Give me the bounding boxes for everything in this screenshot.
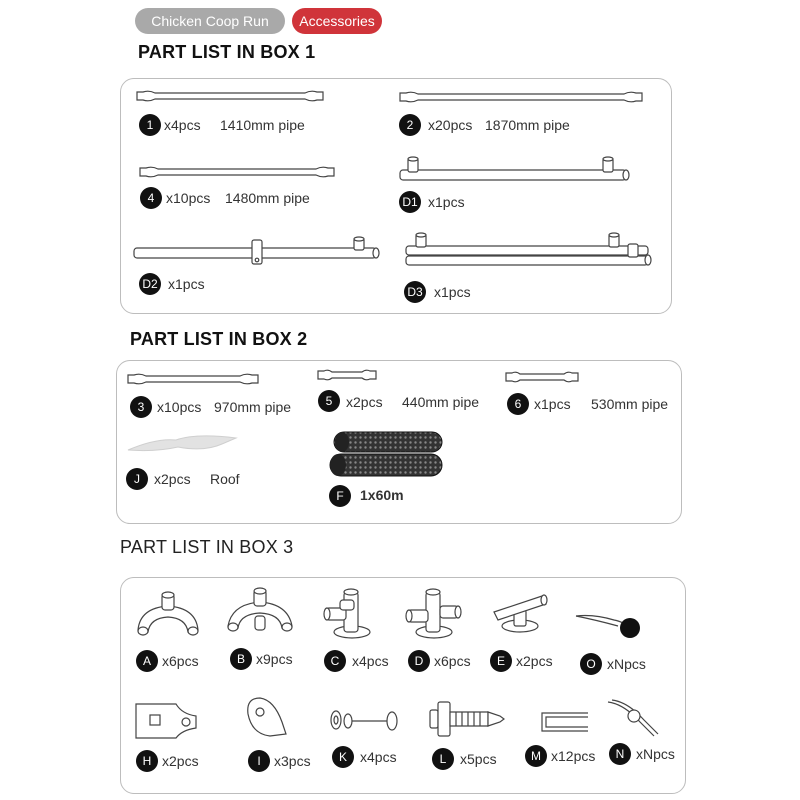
box2-title: PART LIST IN BOX 2 [130,329,308,349]
item-badge: 4 [140,187,162,209]
item-qty: x2pcs [516,653,553,669]
pipe-icon [138,164,336,180]
item-qty: x2pcs [346,394,383,410]
roof-panel-icon [126,430,238,454]
item-desc: 1870mm pipe [485,117,570,133]
item-desc: 1410mm pipe [220,117,305,133]
item-qty: x4pcs [352,653,389,669]
item-badge: 2 [399,114,421,136]
item-badge: E [490,650,512,672]
item-desc: Roof [210,471,240,487]
item-badge: J [126,468,148,490]
connector-pipe-icon [398,156,630,184]
pipe-icon [398,89,644,105]
pipe-icon [316,367,378,383]
item-badge: D1 [399,191,421,213]
mesh-roll-icon [328,430,448,480]
flange-joint-icon [490,592,552,636]
item-qty: x9pcs [256,651,293,667]
item-desc: 440mm pipe [402,394,480,410]
item-qty: x4pcs [164,117,201,133]
item-qty: x6pcs [434,653,471,669]
item-qty: xNpcs [607,656,646,672]
item-badge: K [332,746,354,768]
clip-icon [242,694,290,740]
item-badge: C [324,650,346,672]
item-badge: D3 [404,281,426,303]
item-qty: x2pcs [162,753,199,769]
item-qty: x10pcs [157,399,202,415]
item-badge: 1 [139,114,161,136]
item-badge: D [408,650,430,672]
tab-accessories[interactable]: Accessories [292,8,382,34]
item-qty: x1pcs [434,284,471,300]
item-badge: F [329,485,351,507]
base-joint-icon [404,586,464,642]
item-qty: x10pcs [166,190,211,206]
item-qty: x3pcs [274,753,311,769]
bolt-icon [328,708,400,734]
screw-icon [426,700,508,738]
tie-ball-icon [574,612,642,640]
item-badge: B [230,648,252,670]
item-desc: 970mm pipe [214,399,292,415]
item-badge: O [580,653,602,675]
item-badge: I [248,750,270,772]
elbow-joint-icon [132,590,204,642]
item-qty: x12pcs [551,748,596,764]
item-qty: x2pcs [154,471,191,487]
item-badge: 6 [507,393,529,415]
tab-chicken-coop-run[interactable]: Chicken Coop Run [135,8,285,34]
box3-title: PART LIST IN BOX 3 [120,537,294,557]
pipe-icon [504,369,580,385]
item-qty: x1pcs [534,396,571,412]
box1-title: PART LIST IN BOX 1 [138,42,316,62]
item-badge: 3 [130,396,152,418]
item-badge: 5 [318,390,340,412]
item-qty: x6pcs [162,653,199,669]
item-qty: x1pcs [168,276,205,292]
base-joint-icon [322,586,378,642]
elbow-joint-icon [222,588,298,640]
cable-tie-icon [604,698,664,740]
connector-pipe-icon [404,232,654,272]
box3-panel [120,577,686,794]
item-qty: x1pcs [428,194,465,210]
staple-icon [538,710,590,734]
item-desc: 530mm pipe [591,396,669,412]
item-qty: x4pcs [360,749,397,765]
connector-pipe-icon [132,236,382,266]
item-qty: 1x60m [360,487,404,503]
item-badge: A [136,650,158,672]
item-qty: x5pcs [460,751,497,767]
item-badge: L [432,748,454,770]
item-badge: N [609,743,631,765]
pipe-icon [126,371,260,387]
item-badge: H [136,750,158,772]
item-badge: D2 [139,273,161,295]
item-qty: xNpcs [636,746,675,762]
plate-bracket-icon [132,700,200,740]
pipe-icon [135,88,325,104]
item-qty: x20pcs [428,117,473,133]
item-badge: M [525,745,547,767]
item-desc: 1480mm pipe [225,190,310,206]
